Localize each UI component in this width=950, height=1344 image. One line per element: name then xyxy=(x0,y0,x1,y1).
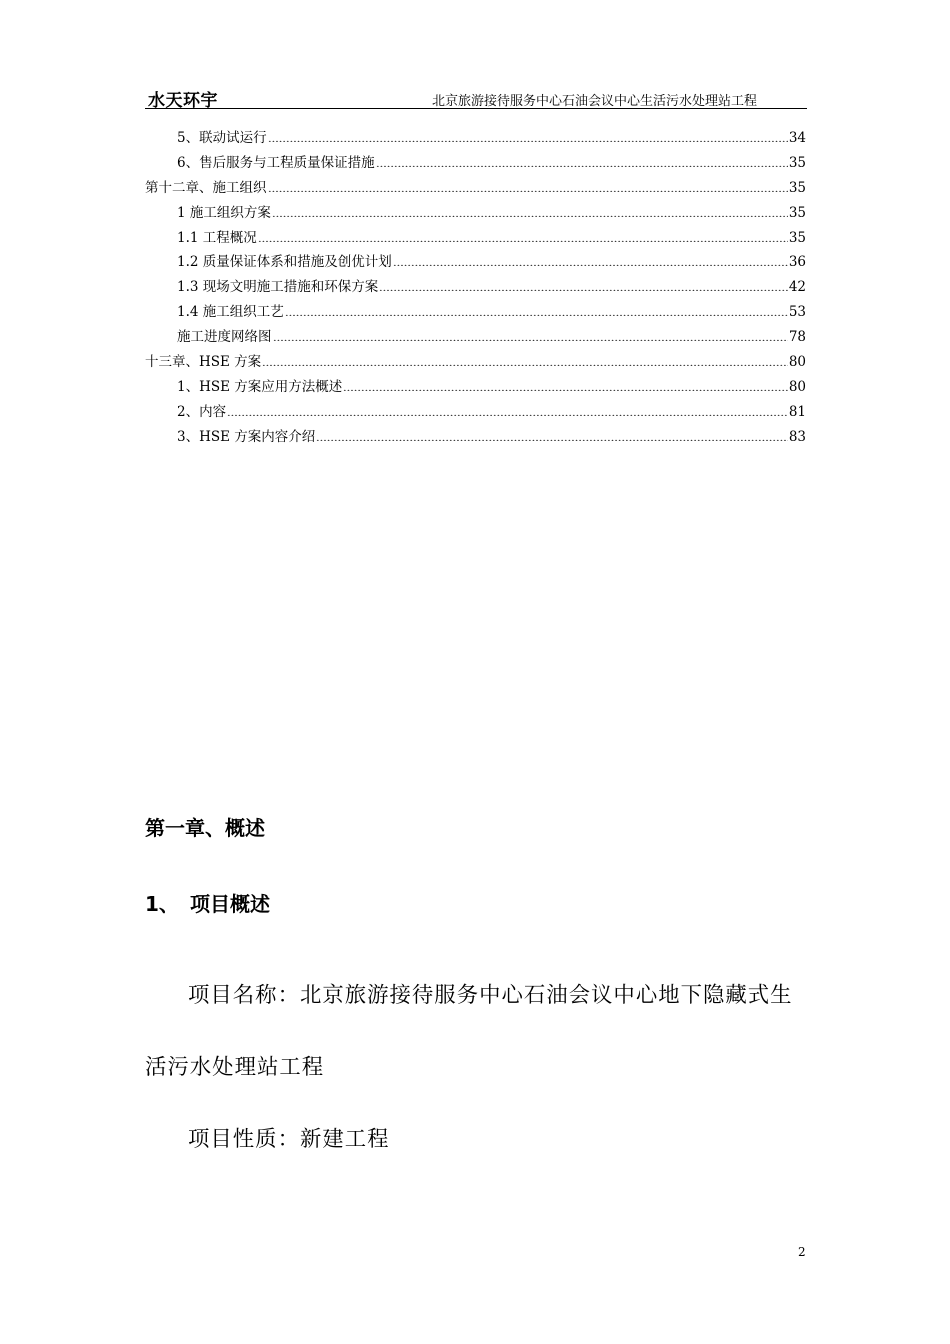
toc-entry-title: 第十二章、施工组织 xyxy=(145,179,267,196)
toc-entry[interactable] xyxy=(145,226,806,251)
toc-entry[interactable] xyxy=(145,275,806,300)
toc-entry-title: 十三章、HSE 方案 xyxy=(145,354,262,371)
toc-entry-page: 34 xyxy=(788,130,806,146)
toc-leader-dots xyxy=(262,352,788,366)
project-name-text: 项目名称：北京旅游接待服务中心石油会议中心地下隐藏式生 xyxy=(188,983,793,1008)
toc-entry-title: 1、HSE 方案应用方法概述 xyxy=(177,378,343,395)
company-name: 水天环宇 xyxy=(148,91,218,111)
toc-entry[interactable] xyxy=(145,176,806,201)
page-number: 2 xyxy=(798,1245,806,1259)
project-title: 北京旅游接待服务中心石油会议中心生活污水处理站工程 xyxy=(431,94,757,109)
toc-entry-title: 5、联动试运行 xyxy=(177,130,267,146)
toc-entry-title: 6、售后服务与工程质量保证措施 xyxy=(177,154,375,171)
toc-leader-dots xyxy=(343,377,788,391)
toc-entry-title: 1.2 质量保证体系和措施及创优计划 xyxy=(177,254,392,271)
toc-entry[interactable] xyxy=(145,126,806,151)
toc-entry[interactable] xyxy=(145,250,806,275)
section-number: 1、 xyxy=(145,892,179,916)
toc-entry-page: 83 xyxy=(788,428,806,445)
toc-entry-page: 35 xyxy=(788,154,806,171)
toc-leader-dots xyxy=(273,327,788,341)
chapter-title: 第一章、概述 xyxy=(145,816,265,840)
toc-leader-dots xyxy=(227,402,788,416)
toc-leader-dots xyxy=(272,203,788,217)
toc-entry[interactable] xyxy=(145,400,806,425)
toc-entry[interactable] xyxy=(145,151,806,176)
page-header xyxy=(145,84,807,109)
toc-entry-page: 53 xyxy=(788,304,806,321)
toc-entry-page: 35 xyxy=(788,179,806,196)
toc-entry-title: 3、HSE 方案内容介绍 xyxy=(177,428,316,445)
toc-entry-page: 80 xyxy=(788,354,806,371)
toc-entry-title: 施工进度网络图 xyxy=(177,329,272,346)
toc-leader-dots xyxy=(316,427,788,441)
toc-entry-title: 1.3 现场文明施工措施和环保方案 xyxy=(177,279,379,296)
project-nature-text: 项目性质：新建工程 xyxy=(188,1127,390,1152)
toc-entry[interactable] xyxy=(145,375,806,400)
toc-entry-title: 1.4 施工组织工艺 xyxy=(177,304,284,321)
toc-leader-dots xyxy=(376,153,788,167)
toc-entry-page: 35 xyxy=(788,229,806,246)
toc-leader-dots xyxy=(393,252,788,266)
table-of-contents xyxy=(145,126,806,450)
project-name-continuation: 活污水处理站工程 xyxy=(145,1055,325,1080)
toc-entry-page: 78 xyxy=(788,329,806,346)
toc-leader-dots xyxy=(268,128,788,142)
toc-leader-dots xyxy=(379,277,788,291)
toc-entry-page: 35 xyxy=(788,204,806,221)
toc-entry[interactable] xyxy=(145,325,806,350)
section-title: 项目概述 xyxy=(190,892,270,916)
toc-entry-page: 42 xyxy=(788,279,806,296)
toc-entry-title: 2、内容 xyxy=(177,403,227,420)
toc-entry[interactable] xyxy=(145,425,806,450)
toc-entry-page: 36 xyxy=(788,254,806,271)
toc-entry-title: 1.1 工程概况 xyxy=(177,229,257,246)
section-heading xyxy=(145,888,270,917)
toc-entry-page: 80 xyxy=(788,378,806,395)
toc-entry[interactable] xyxy=(145,300,806,325)
toc-entry[interactable] xyxy=(145,201,806,226)
toc-entry-page: 81 xyxy=(788,403,806,420)
toc-entry-title: 1 施工组织方案 xyxy=(177,204,271,221)
toc-leader-dots xyxy=(268,178,788,192)
toc-entry[interactable] xyxy=(145,350,806,375)
toc-leader-dots xyxy=(285,302,788,316)
toc-leader-dots xyxy=(258,228,788,242)
